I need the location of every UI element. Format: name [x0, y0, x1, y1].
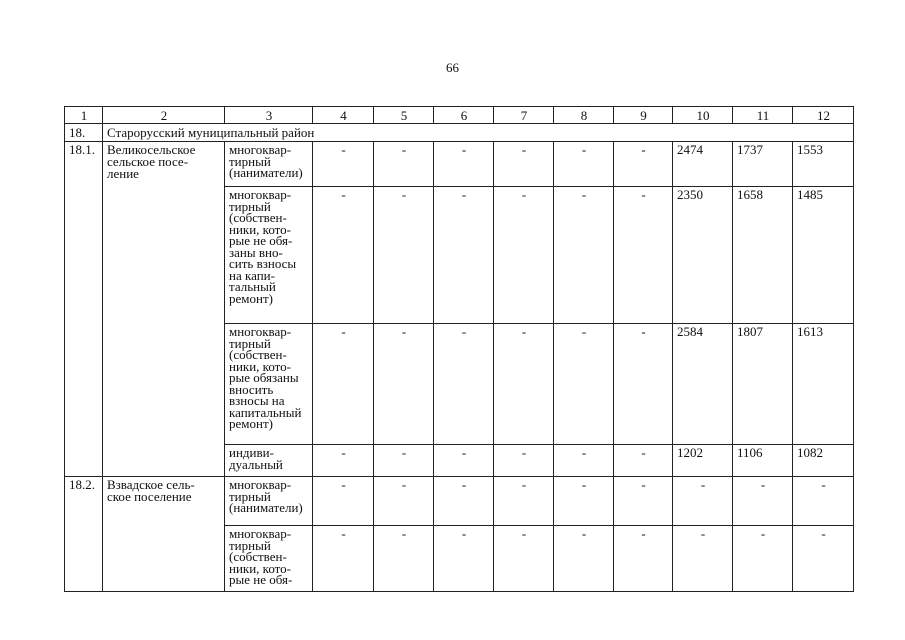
housing-type-line: многоквар- [229, 142, 292, 157]
value-cell: - [673, 477, 733, 526]
column-number-cell: 11 [733, 107, 793, 124]
value-cell: - [554, 526, 614, 592]
value-cell: - [494, 445, 554, 477]
section-row [65, 124, 854, 142]
tariff-table [64, 106, 854, 592]
housing-type-line: (наниматели) [229, 500, 303, 515]
column-number-cell: 7 [494, 107, 554, 124]
value-cell: - [554, 142, 614, 187]
housing-type-line: индиви- [229, 445, 274, 460]
table-row [65, 142, 854, 187]
value-cell: - [614, 324, 673, 445]
column-number-cell: 6 [434, 107, 494, 124]
value-cell: 2474 [673, 142, 733, 187]
settlement-name [103, 142, 225, 477]
column-number-cell: 2 [103, 107, 225, 124]
value-cell: - [494, 324, 554, 445]
value-cell: - [434, 142, 494, 187]
settlement-name-line: ское поселение [107, 489, 192, 504]
value-cell: - [733, 477, 793, 526]
row-number: 18.1. [65, 142, 103, 477]
value-cell: - [673, 526, 733, 592]
value-cell: 1202 [673, 445, 733, 477]
settlement-name-line: сельское посе- [107, 154, 189, 169]
value-cell: - [434, 526, 494, 592]
housing-type-line: капитальный [229, 404, 302, 420]
value-cell: - [614, 526, 673, 592]
housing-type [225, 187, 313, 324]
housing-type-line: тирный [229, 537, 271, 553]
value-cell: - [374, 526, 434, 592]
housing-type [225, 445, 313, 477]
value-cell: - [554, 324, 614, 445]
housing-type-line: ники, кото- [229, 358, 292, 374]
value-cell: 1553 [793, 142, 854, 187]
value-cell: - [793, 526, 854, 592]
housing-type-line: тирный [229, 153, 271, 169]
housing-type-line: дуальный [229, 456, 283, 472]
value-cell: 1658 [733, 187, 793, 324]
value-cell: - [313, 445, 374, 477]
value-cell: - [614, 142, 673, 187]
value-cell: - [793, 477, 854, 526]
value-cell: - [434, 324, 494, 445]
housing-type-line: рые не обя- [229, 233, 293, 248]
housing-type-line: ники, кото- [229, 221, 292, 237]
section-title: Старорусский муниципальный район [103, 124, 854, 142]
value-cell: - [554, 445, 614, 477]
column-number-cell: 4 [313, 107, 374, 124]
housing-type-line: взносы на [229, 393, 285, 408]
housing-type-line: многоквар- [229, 526, 292, 541]
value-cell: - [313, 526, 374, 592]
column-number-cell: 5 [374, 107, 434, 124]
value-cell: - [614, 477, 673, 526]
settlement-name [103, 477, 225, 592]
value-cell: - [494, 477, 554, 526]
housing-type [225, 324, 313, 445]
value-cell: - [494, 142, 554, 187]
value-cell: 2584 [673, 324, 733, 445]
housing-type-line: (собствен- [229, 210, 287, 225]
column-number-cell: 10 [673, 107, 733, 124]
housing-type-line: рые не обя- [229, 572, 293, 587]
housing-type [225, 142, 313, 187]
value-cell: - [313, 187, 374, 324]
housing-type-line: тирный [229, 335, 271, 351]
housing-type-line: (наниматели) [229, 165, 303, 180]
value-cell: 1485 [793, 187, 854, 324]
value-cell: - [434, 187, 494, 324]
housing-type-line: ники, кото- [229, 560, 292, 576]
value-cell: - [494, 526, 554, 592]
value-cell: - [733, 526, 793, 592]
column-number-row [65, 107, 854, 124]
housing-type-line: (собствен- [229, 347, 287, 362]
housing-type-line: многоквар- [229, 477, 292, 492]
housing-type-line: тирный [229, 198, 271, 214]
housing-type-line: заны вно- [229, 244, 283, 260]
value-cell: 1807 [733, 324, 793, 445]
value-cell: 1106 [733, 445, 793, 477]
value-cell: 1082 [793, 445, 854, 477]
value-cell: 1613 [793, 324, 854, 445]
row-number: 18.2. [65, 477, 103, 592]
value-cell: - [313, 324, 374, 445]
value-cell: - [554, 477, 614, 526]
settlement-name-line: Взвадское сель- [107, 477, 195, 492]
table-row [65, 477, 854, 526]
value-cell: - [313, 142, 374, 187]
housing-type-line: вносить [229, 381, 274, 397]
housing-type [225, 477, 313, 526]
housing-type-line: (собствен- [229, 549, 287, 564]
column-number-cell: 3 [225, 107, 313, 124]
value-cell: - [313, 477, 374, 526]
column-number-cell: 12 [793, 107, 854, 124]
housing-type-line: тирный [229, 488, 271, 504]
housing-type-line: тальный [229, 279, 276, 294]
housing-type-line: ремонт) [229, 290, 273, 306]
column-number-cell: 9 [614, 107, 673, 124]
settlement-name-line: Великосельское [107, 142, 196, 157]
housing-type-line: рые обязаны [229, 370, 299, 385]
housing-type-line: сить взносы [229, 256, 297, 271]
housing-type-line: ремонт) [229, 416, 273, 431]
housing-type [225, 526, 313, 592]
column-number-cell: 8 [554, 107, 614, 124]
value-cell: - [374, 324, 434, 445]
section-number: 18. [65, 124, 103, 142]
value-cell: - [614, 187, 673, 324]
housing-type-line: многоквар- [229, 187, 292, 202]
value-cell: - [494, 187, 554, 324]
value-cell: - [614, 445, 673, 477]
column-number-cell: 1 [65, 107, 103, 124]
value-cell: - [374, 477, 434, 526]
value-cell: - [374, 187, 434, 324]
value-cell: 2350 [673, 187, 733, 324]
value-cell: - [434, 445, 494, 477]
value-cell: - [374, 142, 434, 187]
value-cell: 1737 [733, 142, 793, 187]
value-cell: - [434, 477, 494, 526]
page-number: 66 [446, 60, 459, 75]
value-cell: - [374, 445, 434, 477]
value-cell: - [554, 187, 614, 324]
housing-type-line: на капи- [229, 267, 275, 283]
housing-type-line: многоквар- [229, 324, 292, 339]
settlement-name-line: ление [107, 166, 139, 181]
